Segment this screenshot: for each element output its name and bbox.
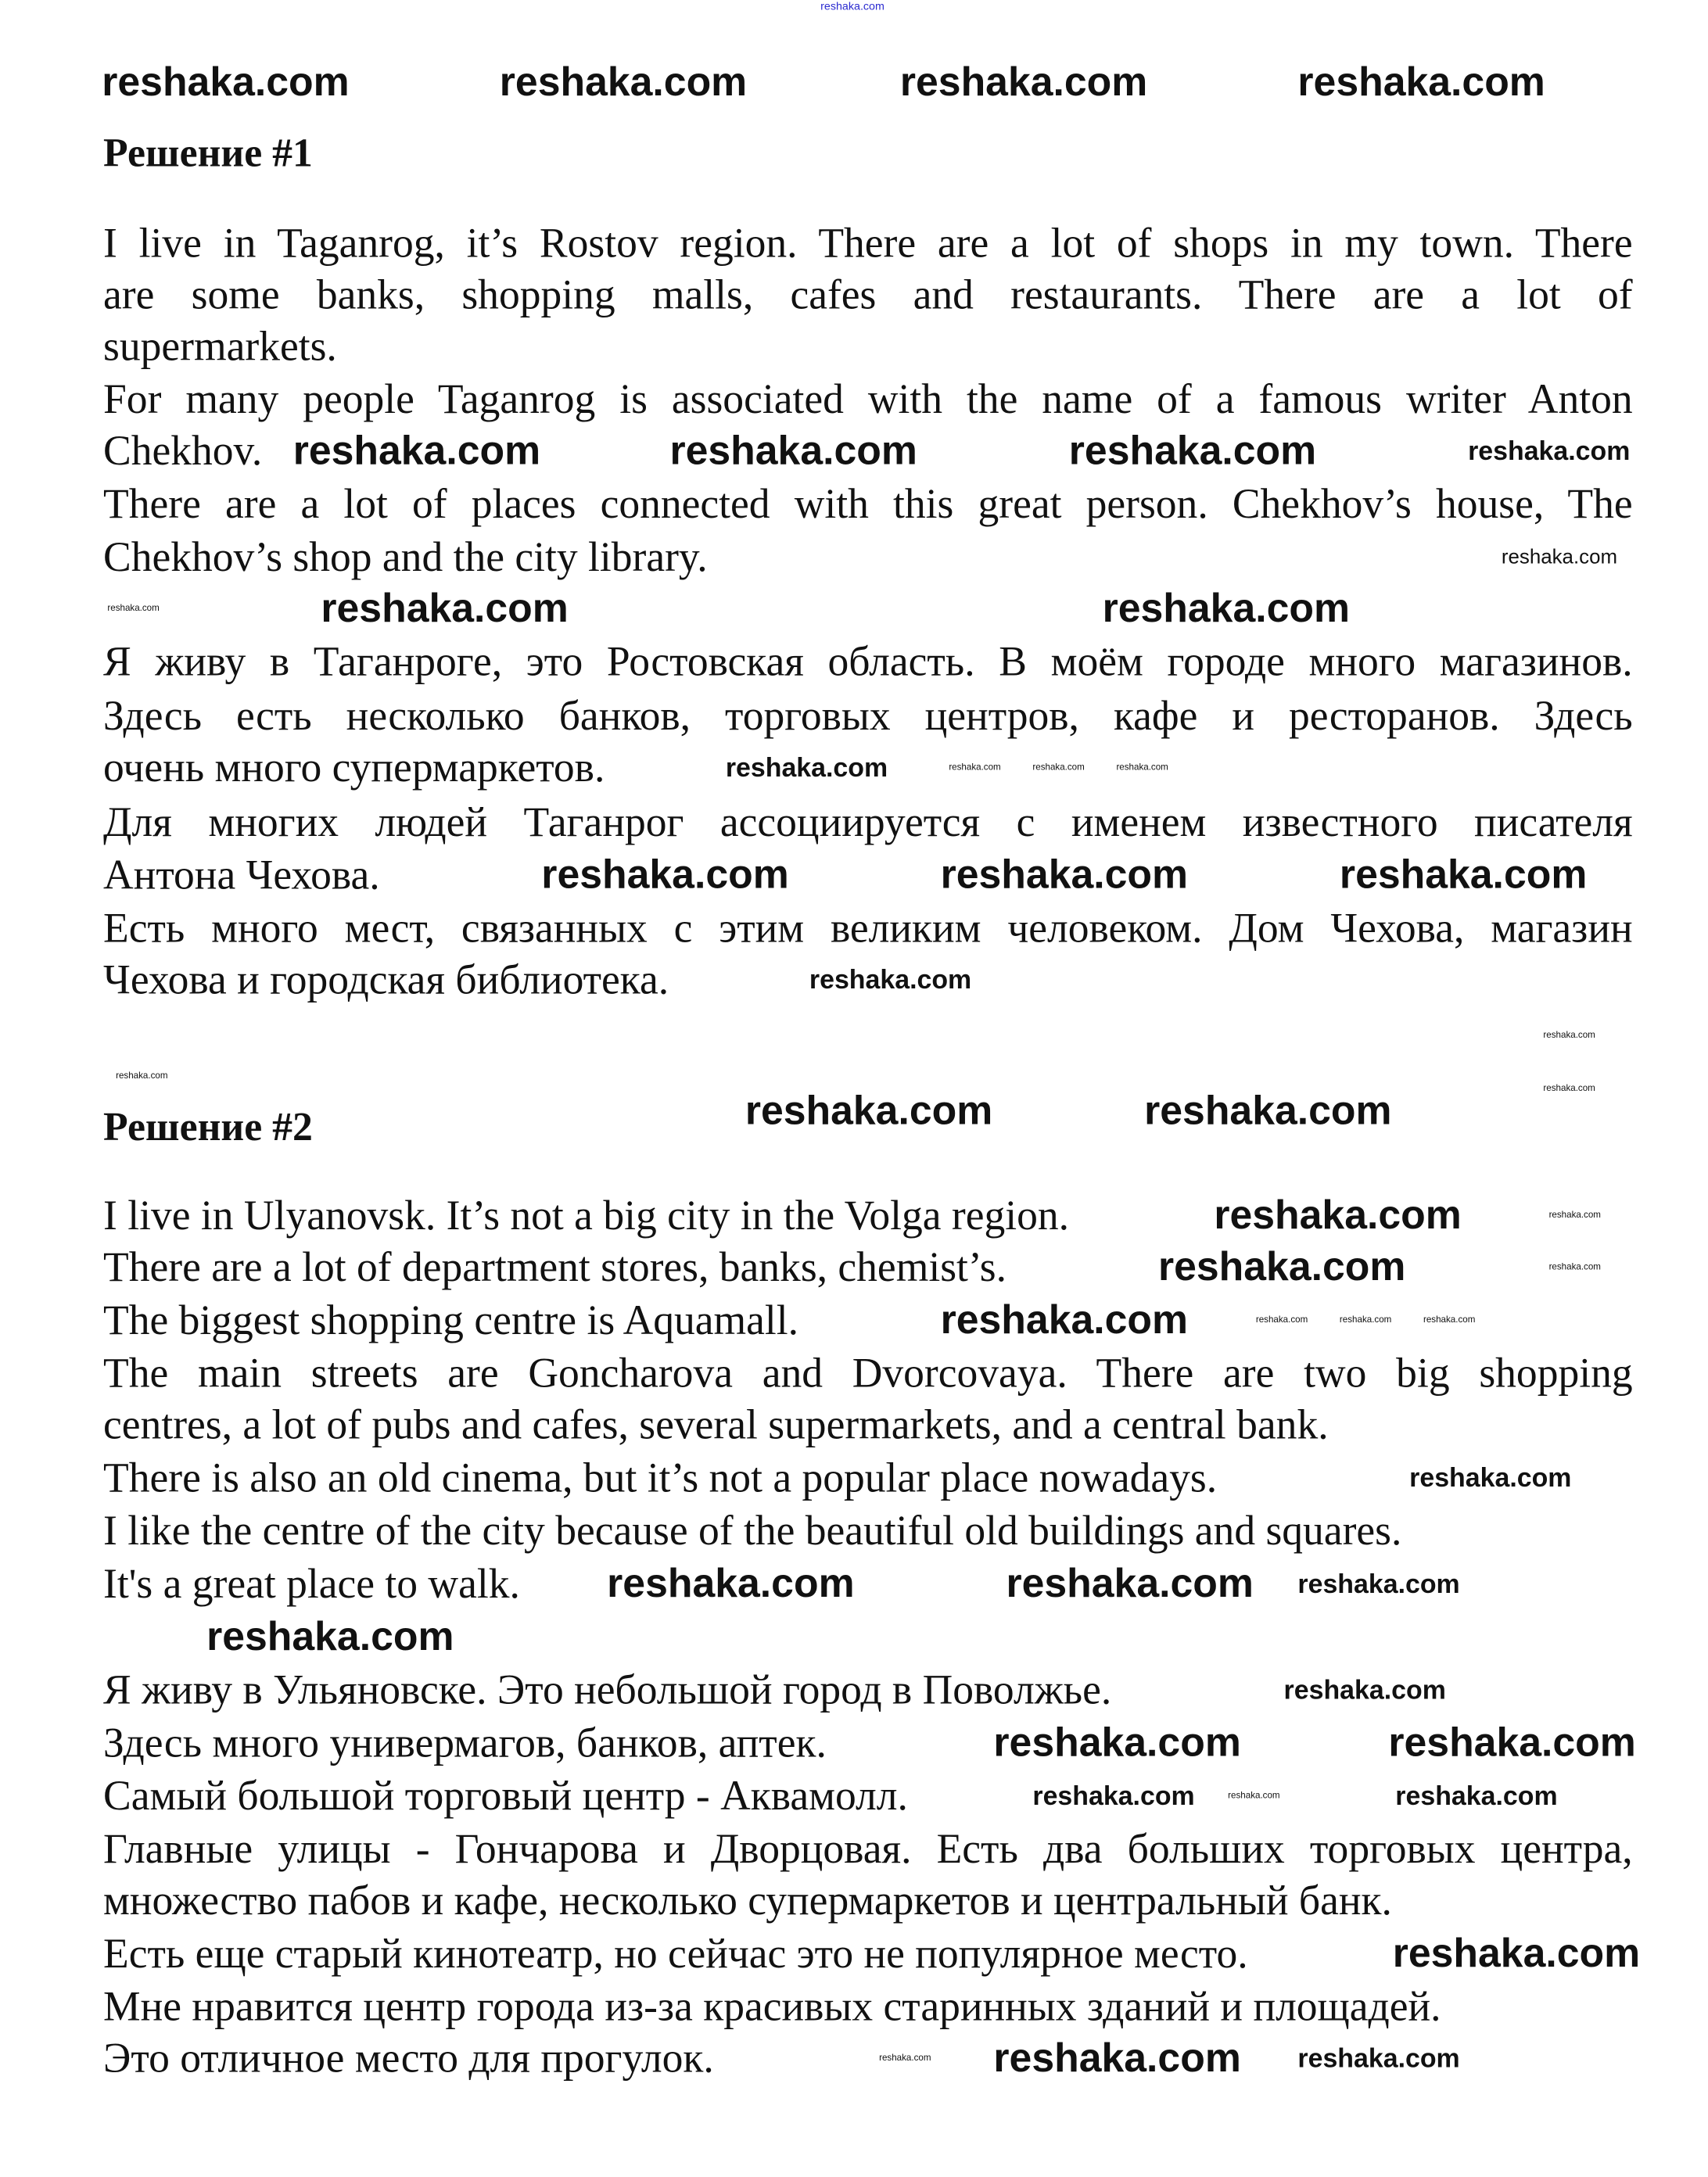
text-line: are some banks, shopping malls, cafes and restaurants. There are a lot of (103, 271, 1633, 318)
text-line: It's a great place to walk. (103, 1561, 520, 1608)
watermark: reshaka.com (1388, 1720, 1636, 1766)
watermark: reshaka.com (102, 60, 350, 106)
watermark: reshaka.com (745, 1088, 993, 1134)
text-line: множество пабов и кафе, несколько супермаркетов и центральный банк. (103, 1878, 1392, 1924)
text-line: The main streets are Goncharova and Dvorcovaya. There are two big shopping (103, 1350, 1633, 1397)
watermark: reshaka.com (1501, 546, 1618, 569)
watermark: reshaka.com (292, 429, 541, 474)
text-line: There is also an old cinema, but it’s not a popular place nowadays. (103, 1455, 1218, 1501)
text-line: centres, a lot of pubs and cafes, several supermarkets, and a central bank. (103, 1402, 1329, 1449)
watermark: reshaka.com (1032, 762, 1085, 773)
text-line: Антона Чехова. (103, 852, 380, 899)
text-line: The biggest shopping centre is Aquamall. (103, 1297, 799, 1344)
text-line: Это отличное место для прогулок. (103, 2035, 714, 2082)
text-line: There are a lot of places connected with this great person. Chekhov’s house, The (103, 481, 1633, 528)
watermark: reshaka.com (541, 853, 789, 898)
watermark: reshaka.com (993, 2036, 1241, 2082)
watermark: reshaka.com (1423, 1315, 1476, 1325)
watermark: reshaka.com (607, 1562, 855, 1607)
text-line: I live in Taganrog, it’s Rostov region. There are a lot of shops in my town. There (103, 220, 1633, 267)
watermark: reshaka.com (940, 853, 1189, 898)
watermark: reshaka.com (725, 754, 888, 784)
watermark: reshaka.com (1548, 1210, 1601, 1221)
watermark: reshaka.com (820, 0, 884, 13)
text-line: Здесь много универмагов, банков, аптек. (103, 1720, 827, 1766)
text-line: For many people Taganrog is associated with the name of a famous writer Anton (103, 376, 1633, 423)
text-line: Есть еще старый кинотеатр, но сейчас это не популярное место. (103, 1931, 1248, 1978)
watermark: reshaka.com (1543, 1083, 1595, 1094)
text-line: Самый большой торговый центр - Аквамолл. (103, 1773, 908, 1820)
watermark: reshaka.com (1543, 1031, 1595, 1041)
watermark: reshaka.com (1392, 1931, 1641, 1977)
watermark: reshaka.com (899, 60, 1148, 106)
watermark: reshaka.com (949, 762, 1001, 773)
text-line: Я живу в Ульяновске. Это небольшой город в Поволжье. (103, 1667, 1112, 1714)
watermark: reshaka.com (1157, 1245, 1406, 1290)
watermark: reshaka.com (1068, 429, 1317, 474)
text-line: Мне нравится центр города из-за красивых старинных зданий и площадей. (103, 1984, 1441, 2031)
text-line: Есть много мест, связанных с этим великим человеком. Дом Чехова, магазин (103, 906, 1633, 952)
text-line: I live in Ulyanovsk. It’s not a big city in the Volga region. (103, 1193, 1070, 1239)
watermark: reshaka.com (1297, 2044, 1460, 2075)
solution-2-heading: Решение #2 (103, 1105, 313, 1150)
text-line: Chekhov. (103, 428, 263, 475)
text-line: Я живу в Таганроге, это Ростовская область. В моём городе много магазинов. (103, 639, 1633, 686)
watermark: reshaka.com (1297, 1570, 1460, 1600)
text-line: Главные улицы - Гончарова и Дворцовая. Есть два больших торговых центра, (103, 1826, 1633, 1873)
solution-1-heading: Решение #1 (103, 131, 313, 176)
watermark: reshaka.com (1395, 1782, 1558, 1812)
watermark: reshaka.com (1006, 1562, 1254, 1607)
text-line: There are a lot of department stores, banks, chemist’s. (103, 1244, 1007, 1291)
text-line: Для многих людей Таганрог ассоциируется с именем известного писателя (103, 799, 1633, 846)
watermark: reshaka.com (1214, 1193, 1462, 1239)
watermark: reshaka.com (1283, 1676, 1446, 1706)
watermark: reshaka.com (107, 604, 160, 614)
text-line: Чехова и городская библиотека. (103, 957, 669, 1003)
watermark: reshaka.com (940, 1298, 1189, 1343)
watermark: reshaka.com (1116, 762, 1168, 773)
text-line: Chekhov’s shop and the city library. (103, 534, 708, 581)
text-line: очень много супермаркетов. (103, 744, 605, 791)
watermark: reshaka.com (1102, 586, 1351, 632)
watermark: reshaka.com (1297, 60, 1545, 106)
watermark: reshaka.com (1409, 1464, 1572, 1494)
watermark: reshaka.com (1228, 1791, 1280, 1802)
watermark: reshaka.com (206, 1615, 454, 1660)
text-line: I like the centre of the city because of the beautiful old buildings and squares. (103, 1508, 1402, 1555)
watermark: reshaka.com (1468, 437, 1631, 467)
watermark: reshaka.com (1339, 853, 1588, 898)
watermark: reshaka.com (1144, 1088, 1392, 1134)
watermark: reshaka.com (499, 60, 748, 106)
watermark: reshaka.com (1032, 1782, 1195, 1812)
watermark: reshaka.com (1339, 1315, 1392, 1325)
watermark: reshaka.com (879, 2053, 931, 2064)
watermark: reshaka.com (669, 429, 917, 474)
watermark: reshaka.com (1255, 1315, 1308, 1325)
watermark: reshaka.com (321, 586, 569, 632)
watermark: reshaka.com (993, 1720, 1241, 1766)
watermark: reshaka.com (1548, 1262, 1601, 1272)
watermark: reshaka.com (809, 966, 972, 996)
text-line: supermarkets. (103, 323, 337, 370)
watermark: reshaka.com (116, 1071, 168, 1081)
text-line: Здесь есть несколько банков, торговых центров, кафе и ресторанов. Здесь (103, 693, 1633, 740)
